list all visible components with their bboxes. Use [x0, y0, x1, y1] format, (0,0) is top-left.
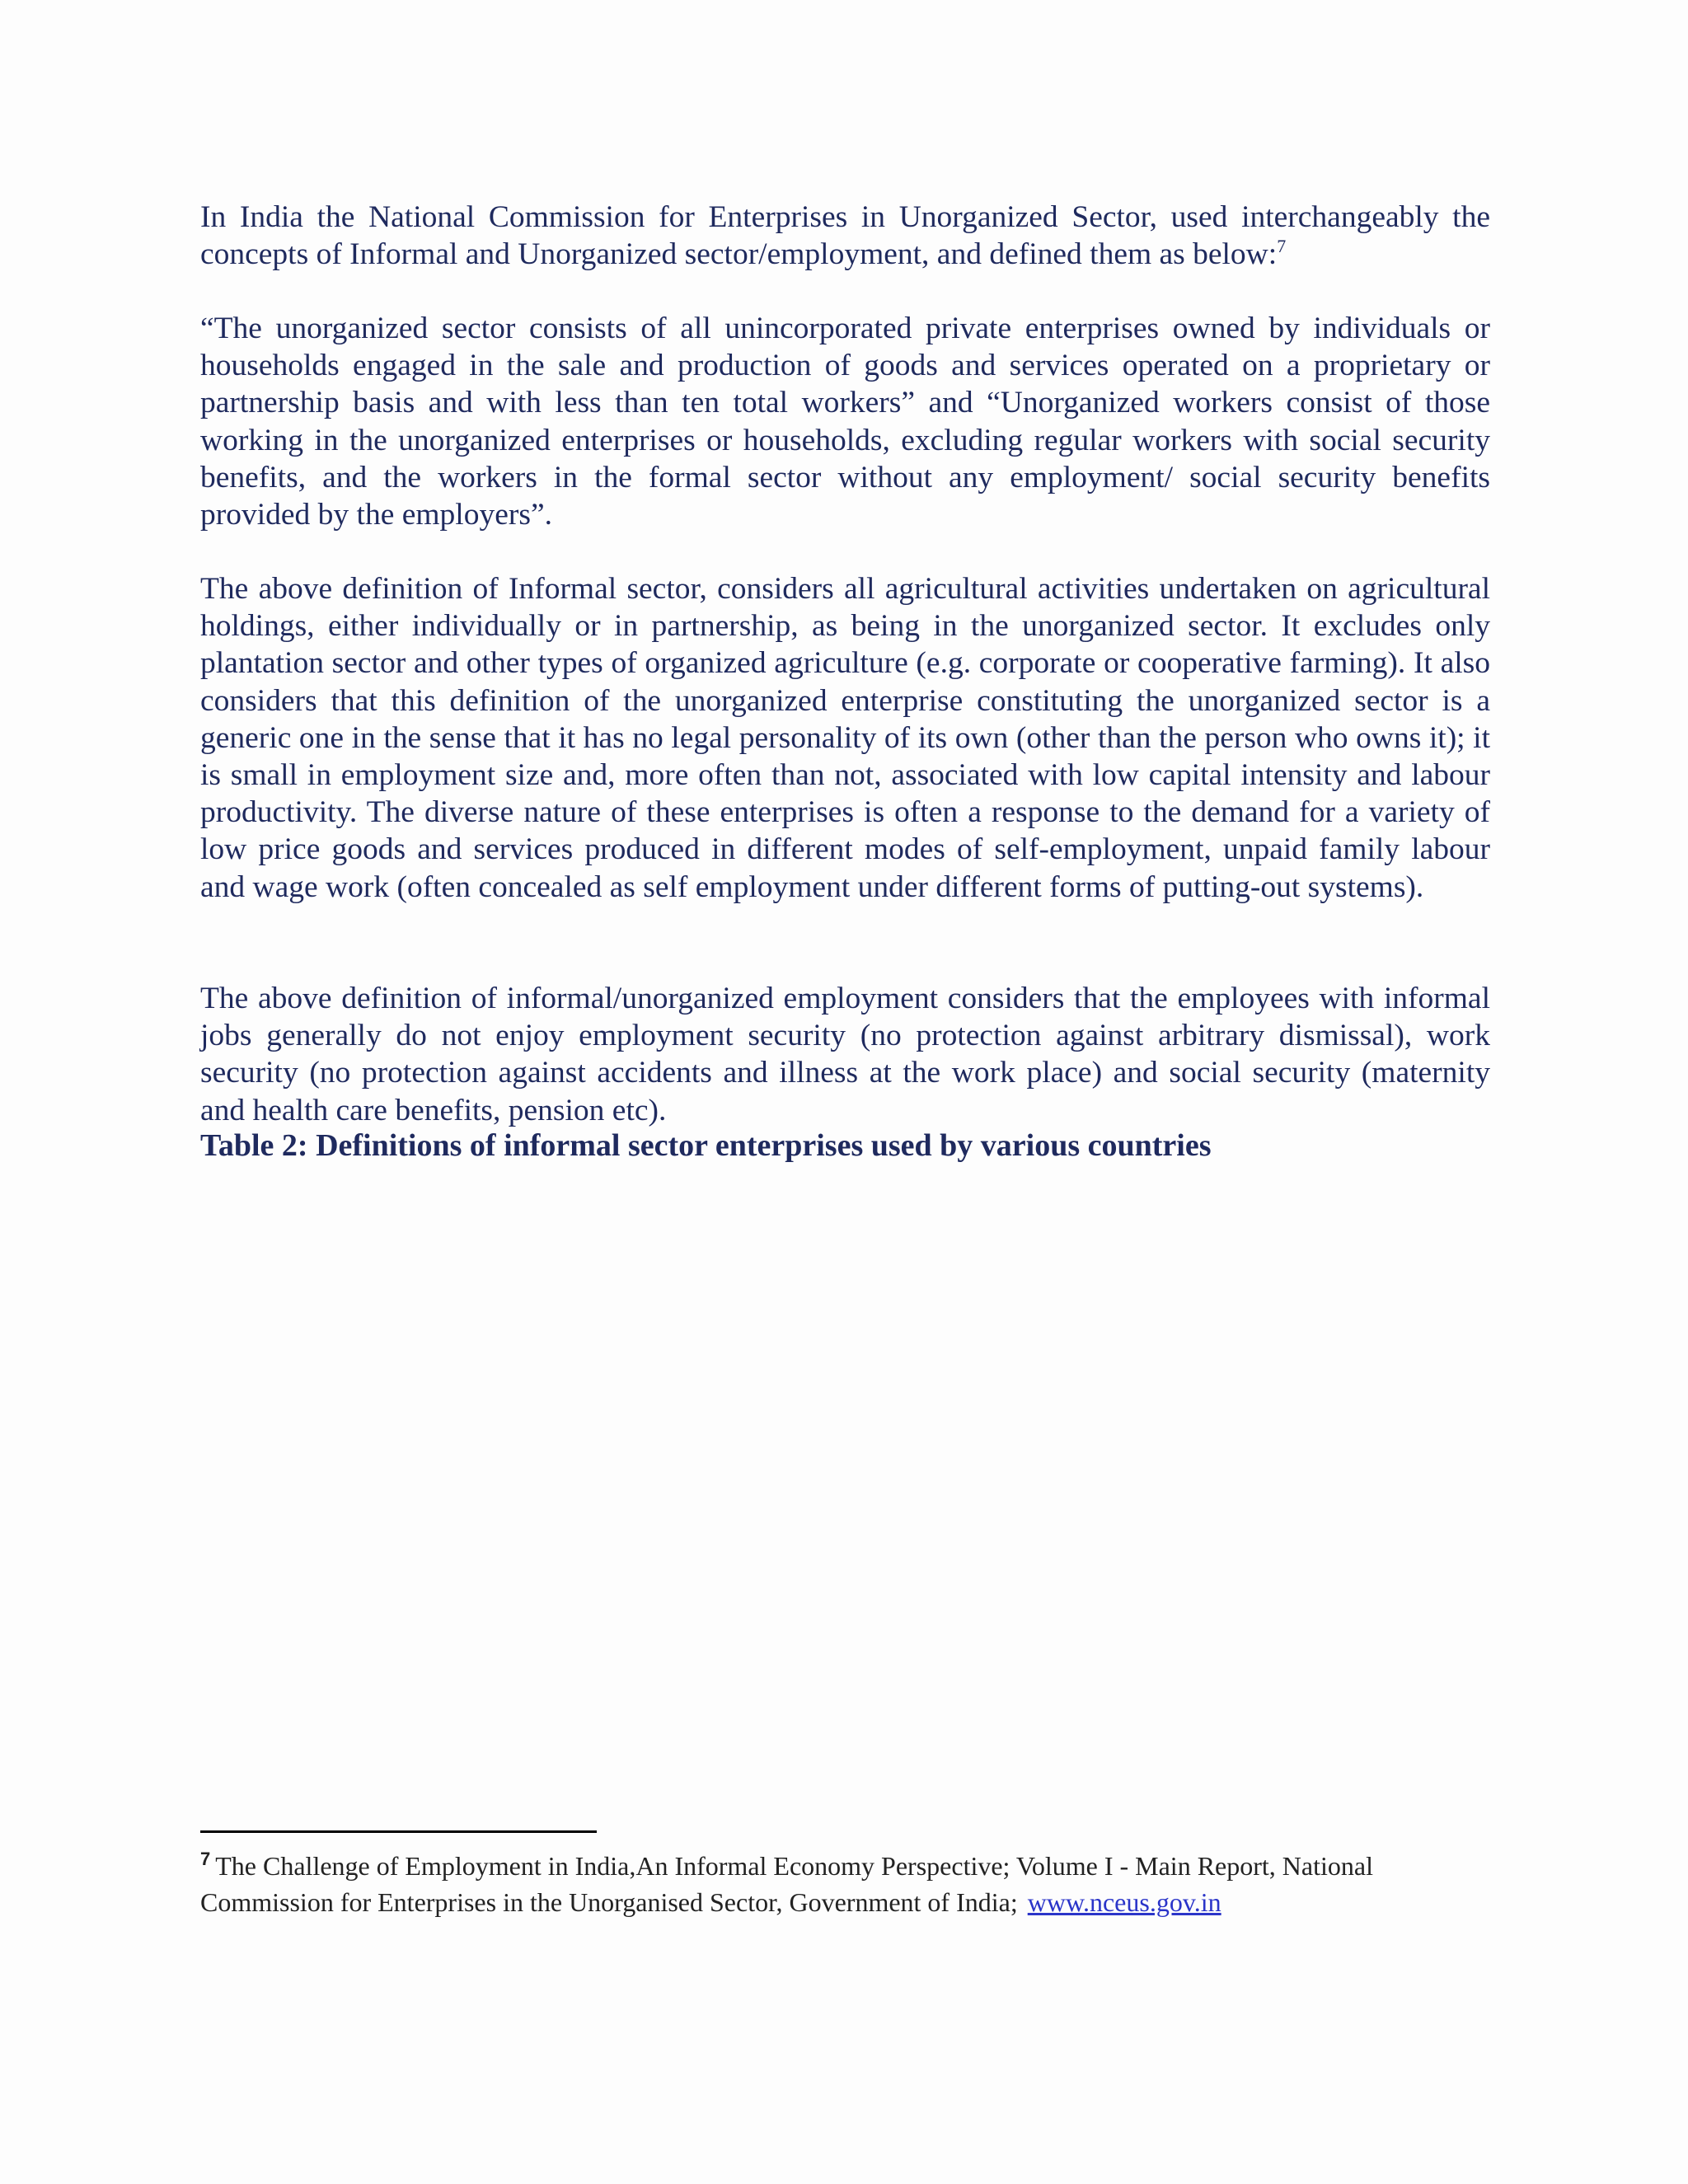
- paragraph-intro-text: In India the National Commission for Enterprises in Unorganized Sector, used interchangeably the concepts of Informal and Unorganized sector/employment, and defined them as below:: [200, 200, 1490, 272]
- footnote-reference[interactable]: 7: [1277, 236, 1287, 257]
- paragraph-intro: [200, 199, 1490, 273]
- footnote-link[interactable]: www.nceus.gov.in: [1027, 1887, 1221, 1917]
- paragraph-definition-quote: “The unorganized sector consists of all unincorporated private enterprises owned by individuals or households engaged in the sale and production of goods and services operated on a proprietary or partnership basis and with less than ten total workers” and “Unorganized workers consist of those working in the unorganized enterprises or households, excluding regular workers with social security benefits, and the workers in the formal sector without any employment/ social security benefits provided by the employers”.: [200, 312, 1490, 532]
- paragraph-informal-employment: The above definition of informal/unorganized employment considers that the employees with informal jobs generally do not enjoy employment security (no protection against arbitrary dismissal), work security (no protection against accidents and illness at the work place) and social security (maternity and health care benefits, pension etc).: [200, 982, 1490, 1127]
- paragraph-informal-sector: The above definition of Informal sector, considers all agricultural activities undertaken on agricultural holdings, either individually or in partnership, as being in the unorganized sector. It excludes only plantation sector and other types of organized agriculture (e.g. corporate or cooperative farming). It also considers that this definition of the unorganized enterprise constituting the unorganized sector is a generic one in the sense that it has no legal personality of its own (other than the person who owns it); it is small in employment size and, more often than not, associated with low capital intensity and labour productivity. The diverse nature of these enterprises is often a response to the demand for a variety of low price goods and services produced in different modes of self-employment, unpaid family labour and wage work (often concealed as self employment under different forms of putting-out systems).: [200, 572, 1490, 904]
- footnote-text: The Challenge of Employment in India,An Informal Economy Perspective; Volume I - Main Report, National Commission for Enterprises in the Unorganised Sector, Government of India;: [200, 1851, 1373, 1917]
- footnote-number: 7: [200, 1849, 211, 1869]
- footnote: [200, 1848, 1490, 1920]
- footnote-separator: [200, 1830, 597, 1833]
- table-caption: Table 2: Definitions of informal sector enterprises used by various countries: [200, 1128, 1212, 1163]
